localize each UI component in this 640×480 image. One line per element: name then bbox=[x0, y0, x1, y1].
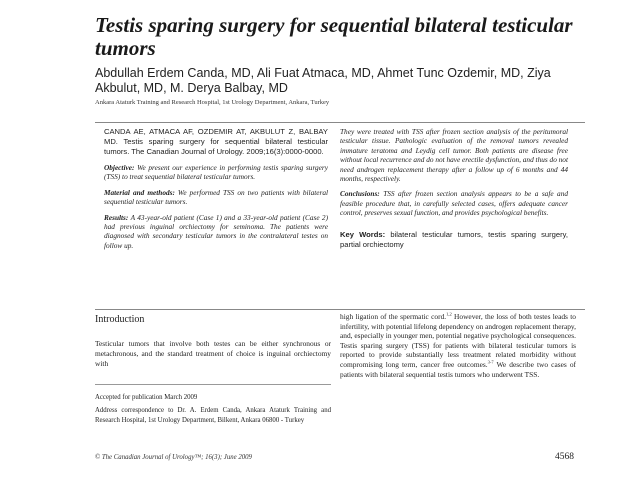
results-label: Results: bbox=[104, 212, 129, 222]
conclusions-label: Conclusions: bbox=[340, 189, 380, 199]
abstract-objective bbox=[104, 163, 328, 182]
page-number: 4568 bbox=[555, 452, 574, 462]
accepted-date: Accepted for publication March 2009 bbox=[95, 394, 198, 401]
reference-marker: 1,2 bbox=[446, 311, 452, 317]
author-list: Abdullah Erdem Canda, MD, Ali Fuat Atmaca, MD, Ahmet Tunc Ozdemir, MD, Ziya Akbulut, MD, M. Derya Balbay, MD bbox=[95, 66, 551, 95]
correspondence-address: Address correspondence to Dr. A. Erdem Canda, Ankara Ataturk Training and Research Hospital, 1st Urology Department, Bilkent, Ankara 06800 - Turkey bbox=[95, 407, 331, 424]
objective-label: Objective: bbox=[104, 163, 135, 172]
abstract-methods bbox=[104, 188, 328, 207]
journal-footer: © The Canadian Journal of Urology™; 16(3); June 2009 bbox=[95, 454, 252, 461]
conclusions-text: TSS after frozen section analysis appears to be a safe and feasible procedure that, in carefully selected cases, offers adequate cancer control, preserves sexual function, and provides psychological benefits. bbox=[340, 189, 568, 218]
introduction-left-column bbox=[95, 339, 331, 369]
introduction-heading: Introduction bbox=[95, 314, 145, 325]
reference-marker: 3-7 bbox=[487, 359, 494, 365]
abstract-right-column bbox=[340, 127, 568, 256]
abstract-conclusions bbox=[340, 189, 568, 217]
author-affiliation: Ankara Ataturk Training and Research Hospital, 1st Urology Department, Ankara, Turkey bbox=[95, 99, 330, 106]
abstract-left-column bbox=[104, 127, 328, 256]
results-text: A 43-year-old patient (Case 1) and a 33-year-old patient (Case 2) had previous inguinal orchiectomy for seminoma. The patients were diagnosed with secondary testicular tumors in the contralateral testes on follow up. bbox=[104, 212, 328, 250]
abstract-citation: CANDA AE, ATMACA AF, OZDEMIR AT, AKBULUT Z, BALBAY MD. Testis sparing surgery for sequential bilateral testicular tumors. The Canadian Journal of Urology. 2009;16(3):0000-0000. bbox=[104, 127, 328, 156]
article-title: Testis sparing surgery for sequential bilateral testicular tumors bbox=[95, 13, 573, 60]
objective-text: We present our experience in performing testis sparing surgery (TSS) to treat sequential bilateral testicular tumors. bbox=[104, 163, 328, 182]
keywords-text: bilateral testicular tumors, testis sparing surgery, partial orchiectomy bbox=[340, 229, 568, 249]
abstract-results bbox=[104, 213, 328, 251]
introduction-right-text bbox=[340, 312, 576, 379]
methods-text: We performed TSS on two patients with bilateral sequential testicular tumors. bbox=[104, 187, 329, 207]
intro-text-part-3: We describe two cases of patients with bilateral sequential testis tumors who underwent TSS. bbox=[340, 359, 576, 379]
introduction-left-text: Testicular tumors that involve both testes can be either synchronous or metachronous, and the standard treatment of choice is inguinal orchiectomy with bbox=[95, 339, 331, 368]
intro-text-part-2: However, the loss of both testes leads to infertility, with potential lifelong dependency on androgen replacement therapy, and, especially in younger men, potential negative psychological consequences. Testis sparing surgery (TSS) for patients with bilateral testicular tumors is reported to provide substantially less treatment related morbidity without compromising long term, cancer free outcomes. bbox=[340, 312, 576, 369]
introduction-right-column bbox=[340, 312, 576, 379]
intro-text-part-1: high ligation of the spermatic cord. bbox=[340, 312, 447, 321]
footnote-divider bbox=[95, 384, 331, 385]
abstract-results-continued: They were treated with TSS after frozen section analysis of the peritumoral testicular tissue. Pathologic evaluation of the removal tumors revealed immature teratoma and Leydig cell tumor. Both patients are disease free without local recurrence and do not have erectile dysfunction, and thus do not need androgen replacement therapy after a follow up of 6 months and 44 months, respectively. bbox=[340, 127, 568, 184]
keywords-label: Key Words: bbox=[340, 229, 386, 239]
methods-label: Material and methods: bbox=[104, 187, 175, 197]
abstract-keywords bbox=[340, 230, 568, 250]
